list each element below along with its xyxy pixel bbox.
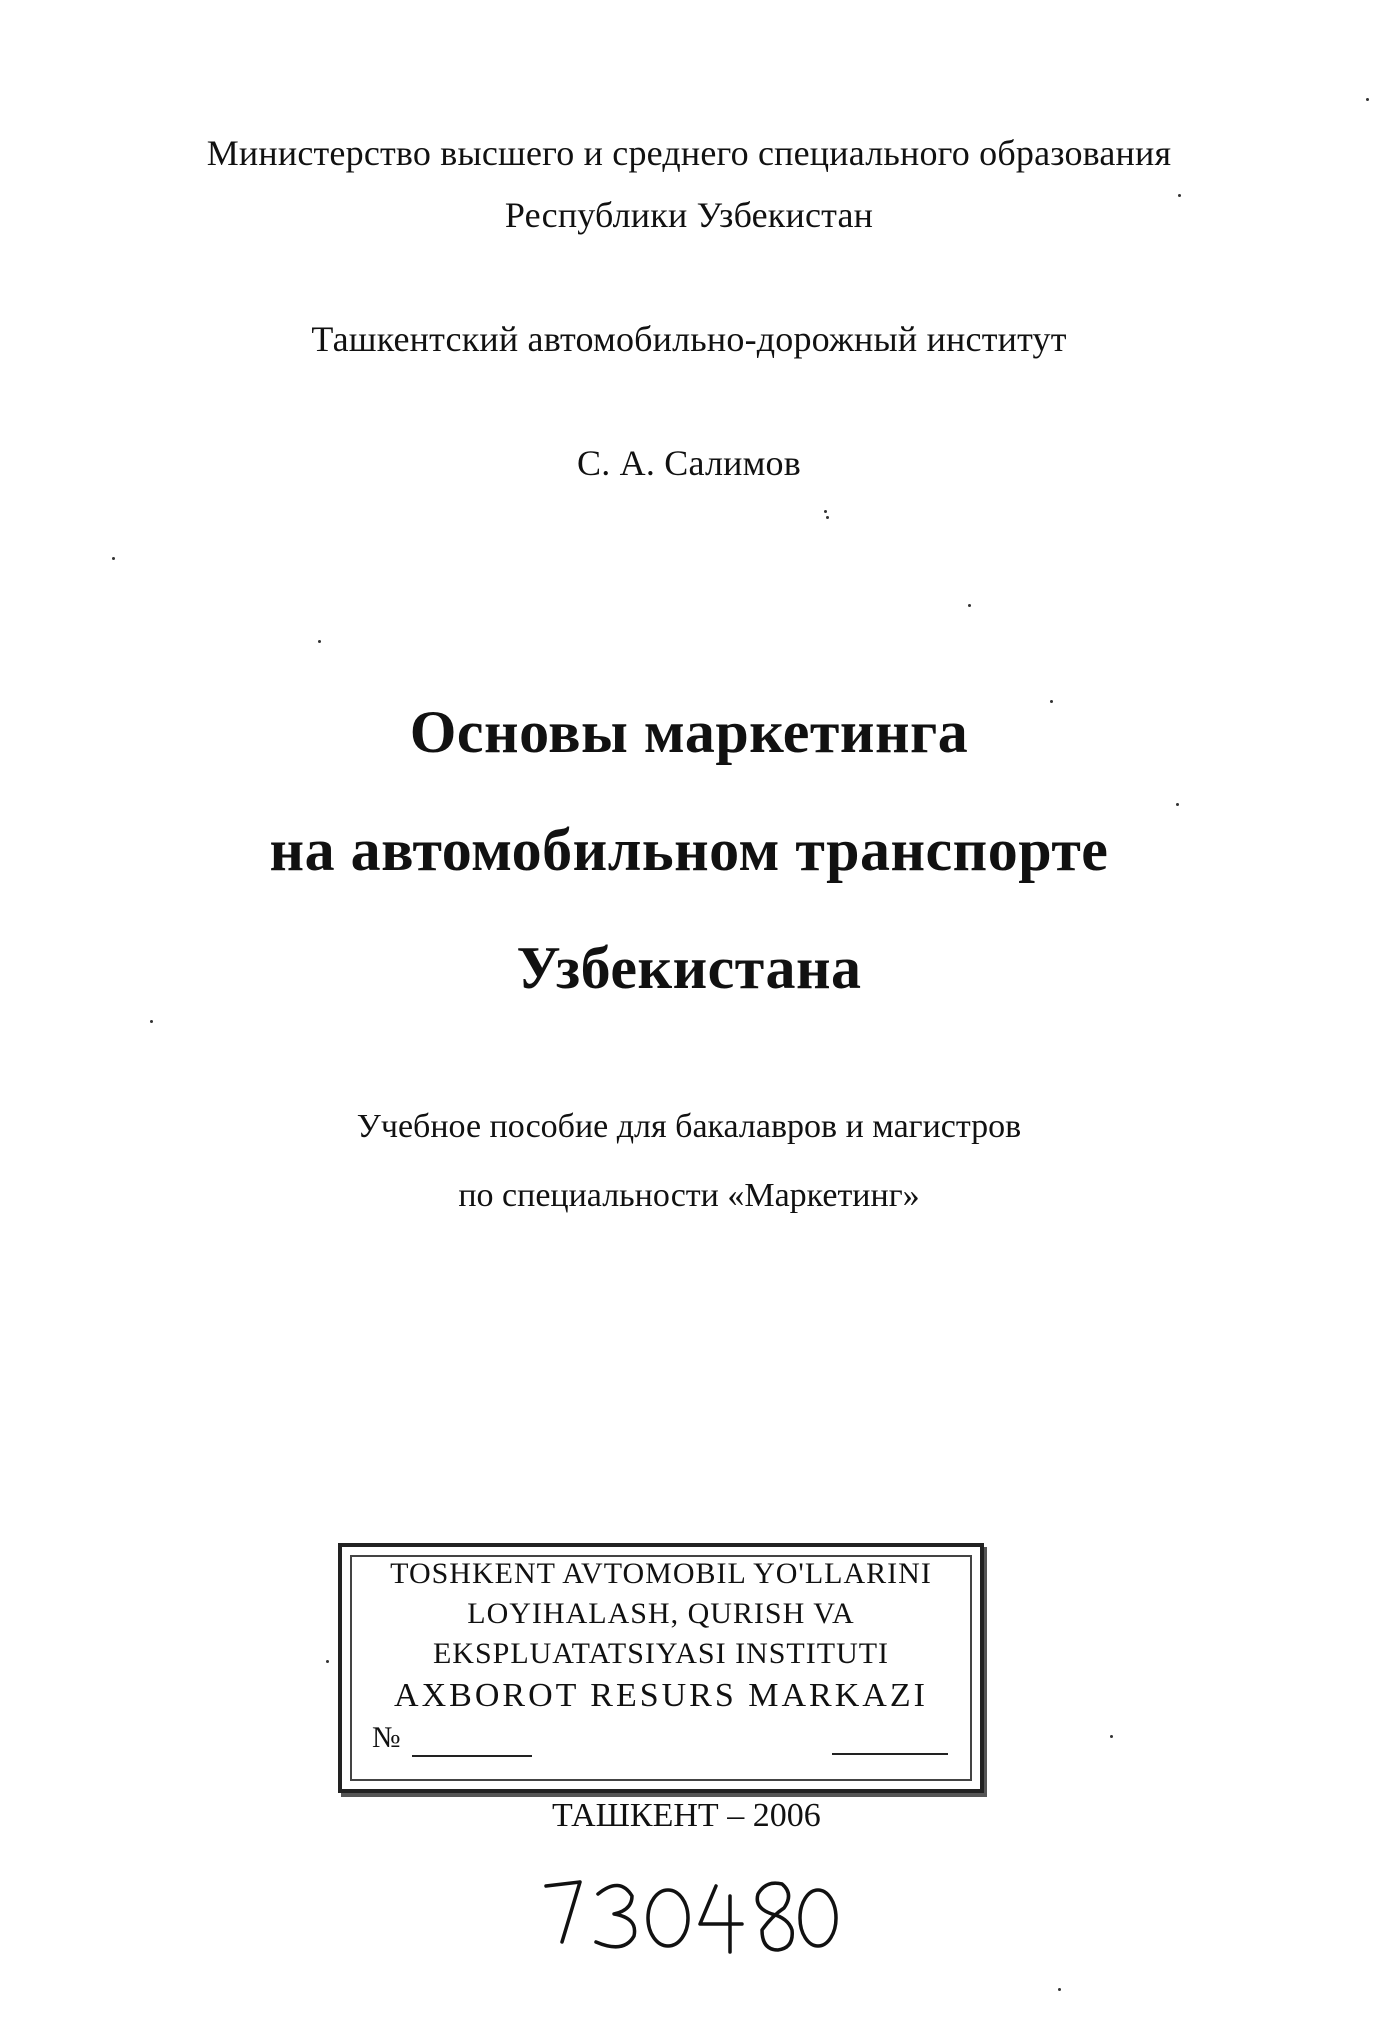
stamp-line-2: LOYIHALASH, QURISH VA — [467, 1597, 855, 1630]
scan-speck — [1366, 98, 1369, 101]
scan-speck — [1176, 803, 1179, 806]
handwritten-inventory-number — [540, 1872, 840, 1962]
stamp-line-4: AXBOROT RESURS MARKAZI — [394, 1677, 928, 1714]
subtitle-line-2: по специальности «Маркетинг» — [458, 1177, 920, 1214]
title-line-2: на автомобильном транспорте — [269, 817, 1109, 883]
scan-speck — [824, 510, 827, 513]
stamp-line-1: TOSHKENT AVTOMOBIL YO'LLARINI — [390, 1557, 932, 1590]
library-stamp — [338, 1543, 984, 1793]
institute-name: Ташкентский автомобильно-дорожный институт — [311, 319, 1067, 359]
scan-speck — [826, 516, 829, 519]
stamp-number-rule — [412, 1755, 532, 1757]
ministry-line-2: Республики Узбекистан — [504, 195, 874, 235]
scan-speck — [1178, 194, 1181, 197]
title-line-3: Узбекистана — [516, 935, 862, 1001]
stamp-number-label: № — [372, 1721, 401, 1754]
stamp-line-3: EKSPLUATATSIYASI INSTITUTI — [432, 1637, 890, 1670]
scan-speck — [968, 604, 971, 607]
scan-speck — [318, 640, 321, 643]
scan-speck — [112, 557, 115, 560]
subtitle-line-1: Учебное пособие для бакалавров и магистров — [356, 1108, 1022, 1145]
scan-speck — [326, 1660, 329, 1663]
stamp-date-rule — [832, 1753, 948, 1755]
title-line-1: Основы маркетинга — [409, 699, 969, 765]
scan-speck — [1050, 700, 1053, 703]
author-name: С. А. Салимов — [577, 443, 801, 483]
scan-speck — [1110, 1735, 1113, 1738]
city-year: ТАШКЕНТ – 2006 — [552, 1797, 821, 1834]
scan-speck — [1058, 1988, 1061, 1991]
ministry-line-1: Министерство высшего и среднего специального образования — [206, 133, 1172, 173]
scan-speck — [150, 1020, 153, 1023]
